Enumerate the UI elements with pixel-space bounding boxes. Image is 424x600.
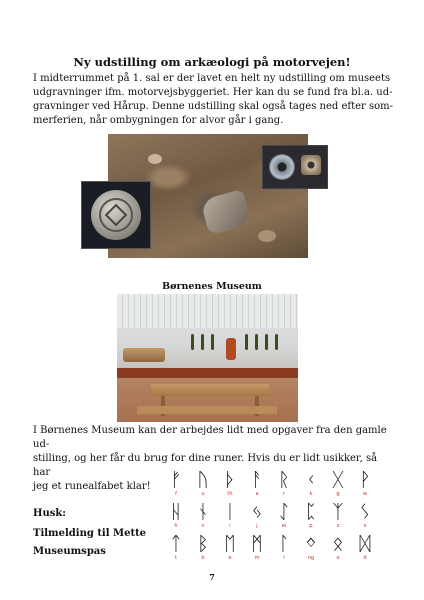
rune-glyph: ᛗ <box>251 533 263 555</box>
rune <box>218 502 242 529</box>
hanging-object <box>255 334 258 350</box>
rune-latin: s <box>363 523 367 529</box>
rune-glyph: ᚢ <box>197 469 209 491</box>
rune-row <box>164 502 380 532</box>
rune <box>272 470 296 497</box>
reminder-heading: Husk: <box>33 508 66 519</box>
rune-latin: u <box>201 491 205 497</box>
stone <box>258 230 276 242</box>
rune <box>299 502 323 529</box>
rune-glyph: ᛒ <box>197 533 209 555</box>
rune-glyph: ᛚ <box>278 533 290 555</box>
rune <box>299 470 323 497</box>
rune <box>272 534 296 561</box>
rune-latin: l <box>283 555 285 561</box>
brooch-photo <box>81 181 151 249</box>
museum-room-photo <box>117 294 298 422</box>
rune <box>191 534 215 561</box>
rune-latin: h <box>174 523 178 529</box>
rune-latin: j <box>256 523 258 529</box>
rune-glyph: ᚦ <box>224 469 236 491</box>
rune-glyph: ᚺ <box>170 501 182 523</box>
rune-glyph: ᚨ <box>251 469 263 491</box>
rune-glyph: ᛏ <box>170 533 182 555</box>
rune <box>218 470 242 497</box>
rune <box>245 502 269 529</box>
rune-glyph: ᚲ <box>305 469 317 491</box>
rune-glyph: ᛖ <box>224 533 236 555</box>
intro-paragraph: I midterrummet på 1. sal er der lavet en helt ny udstilling om museets udgravninger ifm. motorvejsbyggeriet. Her kan du se fund fra bl.a. ud- gravninger ved Hårup. Denne udstilling skal også tages ned efter som- merferien, når ombygningen for alvor går i gang. <box>33 73 393 126</box>
rune-glyph: ᛇ <box>278 501 290 523</box>
rune-latin: i <box>229 523 231 529</box>
rune <box>326 502 350 529</box>
square-bead <box>301 155 321 175</box>
children-paragraph: I Børnenes Museum kan der arbejdes lidt med opgaver fra den gamle ud- stilling, og her får du brug for dine runer. Hvis du er lidt usikker, så har jeg et runealfabet klar! <box>33 425 387 492</box>
rune-row <box>164 534 380 564</box>
page-number: 7 <box>209 572 215 582</box>
rune-latin: r <box>282 491 286 497</box>
hanging-object <box>265 334 268 350</box>
bench <box>137 406 277 414</box>
rune <box>353 534 377 561</box>
rune-glyph: ᚷ <box>332 469 344 491</box>
rune <box>191 502 215 529</box>
table <box>151 384 269 396</box>
rune-latin: g <box>336 491 340 497</box>
rune <box>191 470 215 497</box>
rune-latin: ng <box>307 555 315 561</box>
rune-glyph: ᛜ <box>305 533 317 555</box>
rune-latin: b <box>201 555 205 561</box>
rune <box>326 534 350 561</box>
rune-latin: ei <box>281 523 287 529</box>
rune-latin: n <box>201 523 205 529</box>
hanging-object <box>191 334 194 350</box>
rune-latin: m <box>254 555 260 561</box>
stone <box>148 154 162 164</box>
rune-glyph: ᛉ <box>332 501 344 523</box>
rune <box>272 502 296 529</box>
rune <box>353 502 377 529</box>
rune-glyph: ᚱ <box>278 469 290 491</box>
ceiling <box>117 294 298 328</box>
wall-stripe <box>117 368 298 378</box>
wall-figure <box>226 338 236 360</box>
hanging-object <box>201 334 204 350</box>
round-bead <box>269 154 295 180</box>
rune-latin: o <box>336 555 340 561</box>
rune-glyph: ᛊ <box>359 501 371 523</box>
rune-glyph: ᛈ <box>305 501 317 523</box>
page-title: Ny udstilling om arkæologi på motorvejen! <box>73 55 351 69</box>
pottery-shard <box>200 189 252 235</box>
rune <box>164 502 188 529</box>
rune-latin: t <box>175 555 177 561</box>
rune <box>326 470 350 497</box>
rune-glyph: ᛞ <box>359 533 371 555</box>
rune-latin: z <box>336 523 340 529</box>
rune-glyph: ᚹ <box>359 469 371 491</box>
hanging-object <box>211 334 214 350</box>
rune-glyph: ᚾ <box>197 501 209 523</box>
rune-glyph: ᚠ <box>170 469 182 491</box>
wooden-sign <box>123 348 165 362</box>
rune <box>218 534 242 561</box>
rune-latin: a <box>255 491 259 497</box>
rune-latin: p <box>309 523 313 529</box>
rune <box>353 470 377 497</box>
rune <box>245 470 269 497</box>
hanging-object <box>245 334 248 350</box>
section-title: Børnenes Museum <box>162 281 262 292</box>
rune-glyph: ᛃ <box>251 501 263 523</box>
rune <box>164 470 188 497</box>
rune <box>299 534 323 561</box>
rune-latin: d <box>363 555 367 561</box>
rune <box>164 534 188 561</box>
reminder-item: Tilmelding til Mette <box>33 528 147 539</box>
rune-latin: f <box>175 491 177 497</box>
rune-glyph: ᛟ <box>332 533 344 555</box>
rune-latin: e <box>228 555 232 561</box>
rune-glyph: ᛁ <box>224 501 236 523</box>
rune-latin: k <box>309 491 313 497</box>
reminder-item: Museumspas <box>33 546 106 557</box>
rune <box>245 534 269 561</box>
rune-row <box>164 470 380 500</box>
rune-latin: th <box>227 491 233 497</box>
rune-latin: w <box>362 491 368 497</box>
beads-photo <box>262 145 328 189</box>
hanging-object <box>275 334 278 350</box>
